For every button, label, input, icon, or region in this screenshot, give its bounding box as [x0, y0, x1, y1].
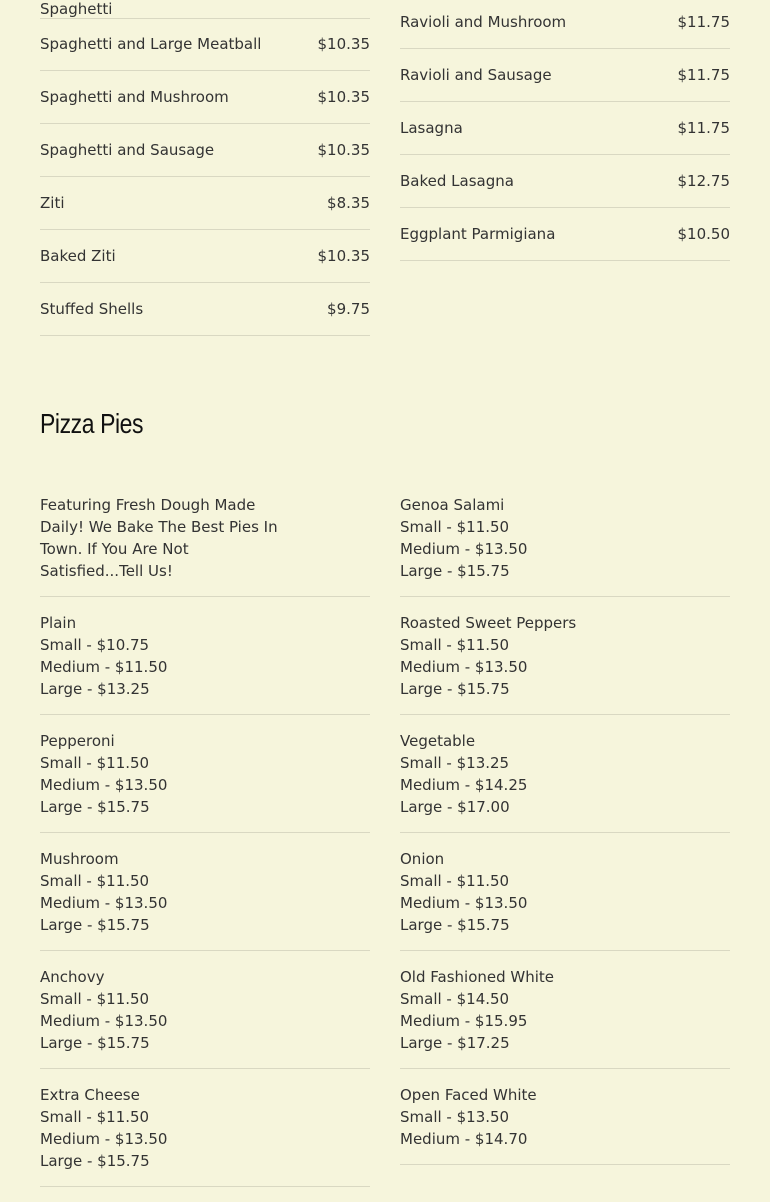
menu-item — [40, 177, 370, 230]
item-price: $10.50 — [677, 225, 730, 243]
price-medium: Medium - $14.70 — [400, 1130, 528, 1148]
intro-text: Featuring Fresh Dough Made Daily! We Bake The Best Pies In Town. If You Are Not Satisfied...Tell Us! — [40, 496, 278, 580]
item-name: Eggplant Parmigiana — [400, 225, 556, 243]
price-large: Large - $15.75 — [400, 680, 510, 698]
section-title-pizza: Pizza Pies — [40, 408, 144, 439]
pizza-item — [40, 612, 370, 715]
item-name: Ravioli and Sausage — [400, 66, 552, 84]
menu-item — [40, 124, 370, 177]
price-medium: Medium - $11.50 — [40, 658, 168, 676]
price-medium: Medium - $13.50 — [400, 658, 528, 676]
price-medium: Medium - $13.50 — [400, 894, 528, 912]
price-small: Small - $11.50 — [400, 518, 510, 536]
price-medium: Medium - $14.25 — [400, 776, 528, 794]
item-name: Spaghetti and Sausage — [40, 141, 215, 159]
pizza-name: Open Faced White — [400, 1086, 537, 1104]
pizza-item — [400, 612, 730, 715]
pasta-partial-row — [40, 0, 370, 19]
price-small: Small - $11.50 — [400, 636, 510, 654]
price-small: Small - $11.50 — [400, 872, 510, 890]
pizza-name: Genoa Salami — [400, 496, 505, 514]
item-name: Ziti — [40, 194, 65, 212]
price-medium: Medium - $13.50 — [40, 776, 168, 794]
item-name: Spaghetti and Mushroom — [40, 88, 229, 106]
pizza-intro — [40, 494, 370, 597]
price-small: Small - $13.25 — [400, 754, 510, 772]
menu-item — [400, 208, 730, 261]
price-medium: Medium - $15.95 — [400, 1012, 528, 1030]
price-large: Large - $15.75 — [40, 798, 150, 816]
pizza-item — [40, 966, 370, 1069]
price-large: Large - $15.75 — [40, 1152, 150, 1170]
pasta-right-column — [400, 0, 730, 261]
price-large: Large - $15.75 — [40, 1034, 150, 1052]
pizza-item — [40, 848, 370, 951]
menu-item — [40, 230, 370, 283]
price-small: Small - $11.50 — [40, 990, 150, 1008]
price-medium: Medium - $13.50 — [40, 894, 168, 912]
pizza-name: Onion — [400, 850, 445, 868]
price-medium: Medium - $13.50 — [40, 1130, 168, 1148]
item-price: $11.75 — [677, 66, 730, 84]
pizza-name: Mushroom — [40, 850, 119, 868]
price-large: Large - $15.75 — [40, 916, 150, 934]
price-small: Small - $11.50 — [40, 754, 150, 772]
menu-item — [40, 283, 370, 336]
item-price: $11.75 — [677, 119, 730, 137]
price-small: Small - $11.50 — [40, 1108, 150, 1126]
item-price: $11.75 — [677, 13, 730, 31]
pizza-item — [400, 494, 730, 597]
item-name: Stuffed Shells — [40, 300, 144, 318]
item-price: $10.35 — [317, 35, 370, 53]
pizza-item — [400, 966, 730, 1069]
pizza-right-column — [400, 494, 730, 1180]
pizza-name: Extra Cheese — [40, 1086, 140, 1104]
price-medium: Medium - $13.50 — [400, 540, 528, 558]
pizza-name: Roasted Sweet Peppers — [400, 614, 577, 632]
menu-item — [40, 18, 370, 71]
item-price: $9.75 — [327, 300, 370, 318]
menu-item — [400, 49, 730, 102]
price-large: Large - $17.25 — [400, 1034, 510, 1052]
pizza-name: Plain — [40, 614, 77, 632]
price-large: Large - $13.25 — [40, 680, 150, 698]
price-large: Large - $17.00 — [400, 798, 510, 816]
pizza-name: Anchovy — [40, 968, 105, 986]
pizza-item — [400, 730, 730, 833]
pizza-name: Pepperoni — [40, 732, 115, 750]
item-name: Baked Lasagna — [400, 172, 514, 190]
item-price: $8.35 — [327, 194, 370, 212]
item-price: $10.35 — [317, 88, 370, 106]
item-name: Ravioli and Mushroom — [400, 13, 567, 31]
item-price: $10.35 — [317, 141, 370, 159]
menu-item — [400, 0, 730, 49]
pizza-item — [40, 1084, 370, 1187]
price-small: Small - $10.75 — [40, 636, 150, 654]
menu-item — [400, 102, 730, 155]
price-small: Small - $13.50 — [400, 1108, 510, 1126]
price-large: Large - $15.75 — [400, 562, 510, 580]
price-small: Small - $11.50 — [40, 872, 150, 890]
item-price: $10.35 — [317, 247, 370, 265]
price-small: Small - $14.50 — [400, 990, 510, 1008]
item-name: Spaghetti and Large Meatball — [40, 35, 262, 53]
price-medium: Medium - $13.50 — [40, 1012, 168, 1030]
item-price: $12.75 — [677, 172, 730, 190]
menu-item — [40, 71, 370, 124]
item-name: Baked Ziti — [40, 247, 116, 265]
pizza-item — [400, 848, 730, 951]
pizza-item — [40, 730, 370, 833]
pizza-item — [400, 1084, 730, 1165]
pizza-name: Vegetable — [400, 732, 476, 750]
price-large: Large - $15.75 — [400, 916, 510, 934]
menu-item — [400, 155, 730, 208]
pasta-partial-name: Spaghetti — [40, 0, 113, 18]
pizza-left-column — [40, 494, 370, 1202]
pizza-name: Old Fashioned White — [400, 968, 555, 986]
pasta-left-column — [40, 18, 370, 336]
item-name: Lasagna — [400, 119, 463, 137]
